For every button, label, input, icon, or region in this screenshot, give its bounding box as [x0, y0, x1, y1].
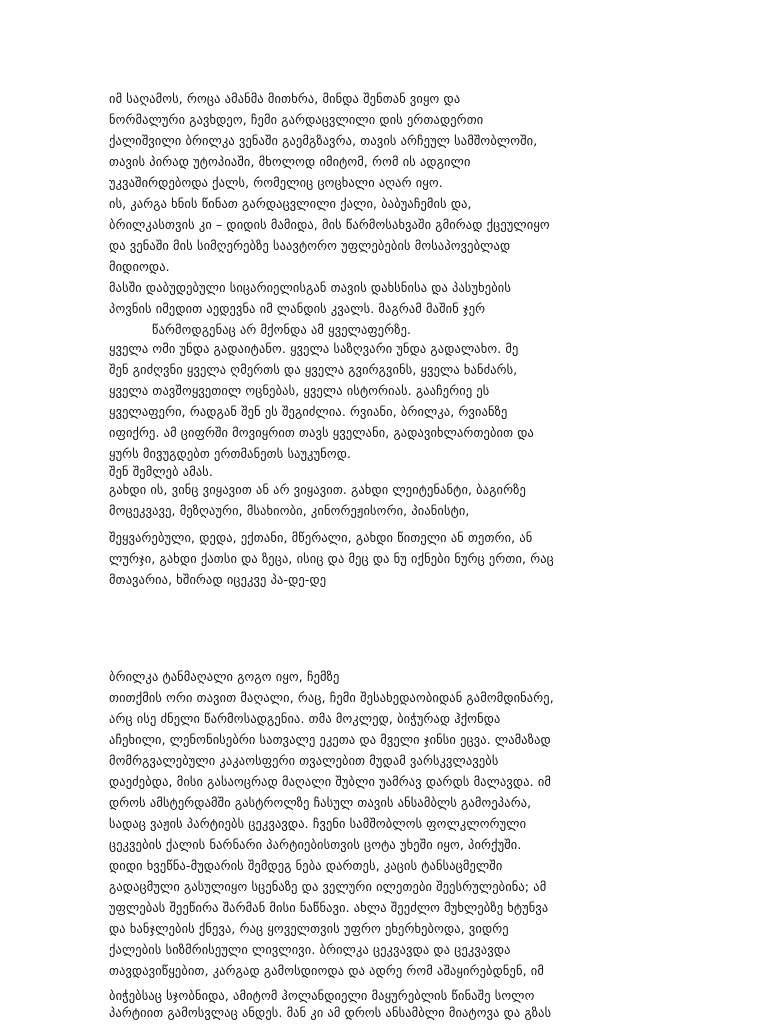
- text-line: იფიქრე. ამ ციფრში მოვიყრით თავს ყველანი, გადავიხლართებით და: [109, 425, 534, 440]
- text-line: მოცეკვავე, მეზღაური, მსახიობი, კინორეჟისორი, პიანისტი,: [109, 503, 470, 518]
- text-line: ბიჭებსაც სჯობნიდა, ამიტომ ჰოლანდიელი მაყურებლის წინაშე სოლო: [109, 988, 535, 1003]
- text-line: ყველა თავშოყვეთილ ოცნებას, ყველა ისტორიას. გააჩერიე ეს: [109, 383, 490, 398]
- text-line: თითქმის ორი თავით მაღალი, რაც, ჩემი შესახედაობიდან გამომდინარე,: [109, 690, 554, 705]
- text-line: ლურჯი, გახდი ქათსი და ზეცა, ისიც და მეც და ნუ იქნები ნურც ერთი, რაც: [109, 551, 554, 566]
- text-line: და ვენაში მის სიმღერებზე საავტორო უფლებების მოსაპოვებლად: [109, 238, 511, 253]
- text-line: გადაცმული გასულიყო სცენაზე და ველური ილეთები შეესრულებინა; ამ: [109, 879, 547, 894]
- text-line: უკვაშირდებოდა ქალს, რომელიც ცოცხალი აღარ იყო.: [109, 175, 443, 190]
- text-line: მასში დაბუდებული სიცარიელისგან თავის დახსნისა და პასუხების: [109, 280, 511, 295]
- text-line: დროს ამსტერდამში გასტროლზე ჩასულ თავის ანსამბლს გამოეპარა,: [109, 795, 532, 810]
- text-line: მომრგვალებული კაკაოსფერი თვალებით მუდამ ვარსკვლავებს: [109, 753, 499, 768]
- text-line: უფლებას შეეწირა შარმან მისი ნაწნავი. ახლა შეეძლო მუხლებზე ხტუნვა: [109, 900, 549, 915]
- text-line: ნორმალური გავხდეო, ჩემი გარდაცვლილი დის ერთადერთი: [109, 112, 484, 127]
- text-line: თავის პირად უტოპიაში, მხოლოდ იმიტომ, რომ ის ადგილი: [109, 154, 471, 169]
- text-line: ბრილკასთვის კი – დიდის მამიდა, მის წარმოსახვაში გმირად ქცეულიყო: [109, 217, 550, 232]
- text-line: ყურს მივუგდებთ ერთმანეთს საუკუნოდ.: [109, 446, 352, 461]
- text-line: ბრილკა ტანმაღალი გოგო იყო, ჩემზე: [109, 669, 340, 684]
- text-line: პარტიით გამოსვლაც ანდეს. მან კი ამ დროს ანსამბლი მიატოვა და გზას: [109, 1005, 552, 1020]
- text-line: პოვნის იმედით აედევნა იმ ლანდის კვალს. მაგრამ მაშინ ჯერ: [109, 301, 486, 316]
- text-line: დაეძებდა, მისი გასაოცრად მაღალი შუბლი უამრავ დარდს მალავდა. იმ: [109, 774, 552, 789]
- text-line: სადაც ვაჟის პარტიებს ცეკვავდა. ჩვენი სამშობლოს ფოლკლორული: [109, 816, 527, 831]
- text-line: ქალიშვილი ბრილკა ვენაში გაემგზავრა, თავის არჩეულ სამშობლოში,: [109, 133, 538, 148]
- text-line: აჩეხილი, ლენონისებრი სათვალე ეკეთა და მველი ჯინსი ეცვა. ლამაზად: [109, 732, 551, 747]
- text-line: შენ შემლებ ამას.: [109, 464, 213, 479]
- text-line: ქალების სიზმრისეული ლივლივი. ბრილკა ცეკვავდა და ცეკვავდა: [109, 942, 511, 957]
- text-line: წარმოდგენაც არ მქონდა ამ ყველაფერზე.: [152, 322, 412, 337]
- text-line: მიდიოდა.: [109, 259, 170, 274]
- text-line: თავდავიწყებით, კარგად გამოსდიოდა და ადრე რომ აშაყირებდნენ, იმ: [109, 963, 544, 978]
- text-line: გახდი ის, ვინც ვიყავით ან არ ვიყავით. გახდი ლეიტენანტი, ბაგირზე: [109, 482, 526, 497]
- text-line: ყველა ომი უნდა გადაიტანო. ყველა საზღვარი უნდა გადალახო. მე: [109, 341, 519, 356]
- text-line: ყველაფერი, რადგან შენ ეს შეგიძლია. რვიანი, ბრილკა, რვიანზე: [109, 404, 508, 419]
- text-line: ცეკვების ქალის ნარნარი პარტიებისთვის ცოტა უხეში იყო, პირქუში.: [109, 837, 522, 852]
- text-line: იმ საღამოს, როცა ამანმა მითხრა, მინდა შენთან ვიყო და: [109, 91, 461, 106]
- text-line: შენ გიძღვნი ყველა ღმერთს და ყველა გვირგვინს, ყველა ხანძარს,: [109, 362, 518, 377]
- text-line: მთავარია, ხშირად იცეკვე პა-დე-დე: [109, 572, 327, 587]
- text-line: ის, კარგა ხნის წინათ გარდაცვლილი ქალი, ბაბუაჩემის და,: [109, 196, 472, 211]
- text-line: არც ისე ძნელი წარმოსადგენია. თმა მოკლედ, ბიჭურად ჰქონდა: [109, 711, 501, 726]
- text-line: დიდი ხვეწნა-მუდარის შემდეგ ნება დართეს, კაცის ტანსაცმელში: [109, 858, 503, 873]
- text-line: და ხანჯლების ქნევა, რაც ყოველთვის უფრო ეხერხებოდა, ვიდრე: [109, 921, 509, 936]
- text-line: შეყვარებული, დედა, ექთანი, მწერალი, გახდი წითელი ან თეთრი, ან: [109, 530, 533, 545]
